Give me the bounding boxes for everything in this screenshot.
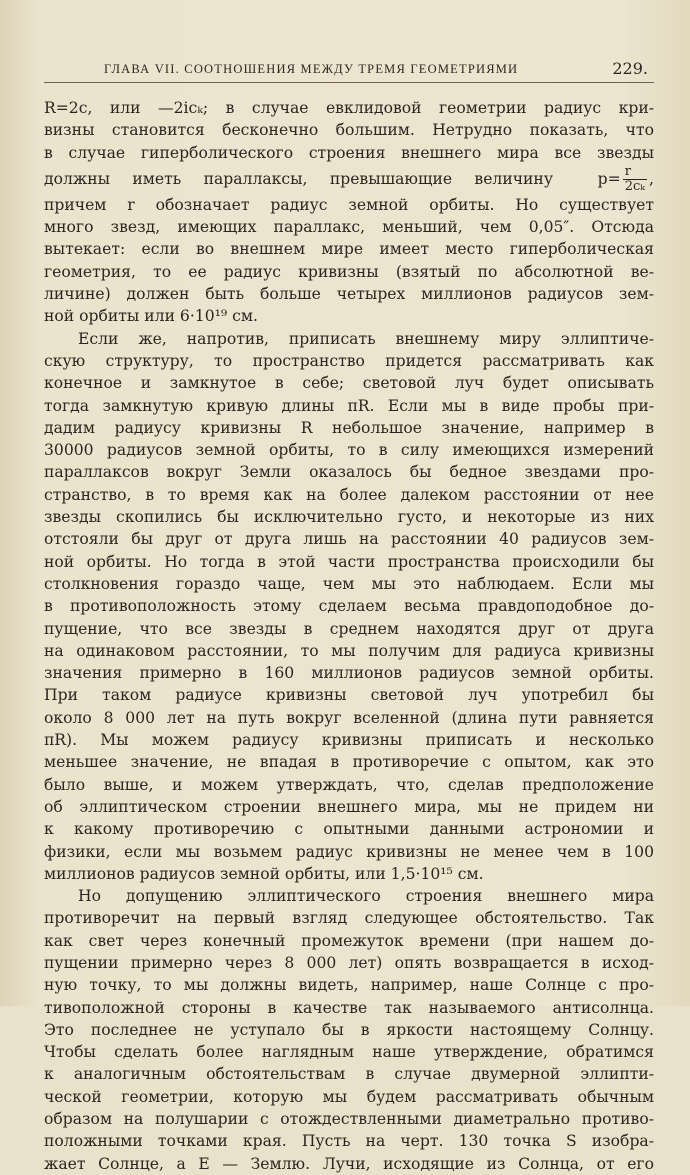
text-line: визны становится бесконечно большим. Нетрудно показать, что xyxy=(44,121,654,140)
text-line: меньшее значение, не впадая в противоречие с опытом, как это xyxy=(44,753,654,772)
text-line: противоречит на первый взгляд следующее обстоятельство. Так xyxy=(44,909,654,928)
text-line: столкновения гораздо чаще, чем мы это наблюдаем. Если мы xyxy=(44,574,654,593)
text-line: к какому противоречию с опытными данными астрономии и xyxy=(44,820,654,839)
text-line: странство, в то время как на более далеком расстоянии от нее xyxy=(44,485,654,504)
text-line: геометрия, то ее радиус кривизны (взятый по абсолютной ве- xyxy=(44,262,654,281)
text-line: на одинаковом расстоянии, то мы получим для радиуса кривизны xyxy=(44,641,654,660)
text-line: ной орбиты или 6·10¹⁹ см. xyxy=(44,307,258,326)
text-line: около 8 000 лет на путь вокруг вселенной (длина пути равняется xyxy=(44,708,654,727)
text-line: ную точку, то мы должны видеть, например, наше Солнце с про- xyxy=(44,976,654,995)
text-line: положными точками края. Пусть на черт. 130 точка S изобра- xyxy=(44,1132,654,1151)
text-line: много звезд, имеющих параллакс, меньший, чем 0,05″. Отсюда xyxy=(44,218,654,237)
text-line: Чтобы сделать более наглядным наше утверждение, обратимся xyxy=(44,1043,654,1062)
formula-denominator: 2cₖ xyxy=(624,179,646,195)
text-line: При таком радиусе кривизны световой луч употребил бы xyxy=(44,686,654,705)
formula-line xyxy=(44,164,654,194)
text-line: об эллиптическом строении внешнего мира, мы не придем ни xyxy=(44,797,654,816)
text-line: к аналогичным обстоятельствам в случае двумерной эллипти- xyxy=(44,1065,654,1084)
formula-trail: , xyxy=(649,169,654,188)
text-line: Если же, напротив, приписать внешнему миру эллиптиче- xyxy=(78,329,654,348)
text-line: Но допущению эллиптического строения внешнего мира xyxy=(78,887,654,906)
text-line: параллаксов вокруг Земли оказалось бы бедное звездами про- xyxy=(44,463,654,482)
text-line: тивоположной стороны в качестве так называемого антисолнца. xyxy=(44,998,654,1017)
text-line: пущении примерно через 8 000 лет) опять возвращается в исход- xyxy=(44,953,654,972)
text-line: как свет через конечный промежуток времени (при нашем до- xyxy=(44,931,654,950)
text-line: отстояли бы друг от друга лишь на расстоянии 40 радиусов зем- xyxy=(44,530,654,549)
text-line: пущение, что все звезды в среднем находятся друг от друга xyxy=(44,619,654,638)
running-head: ГЛАВА VII. СООТНОШЕНИЯ МЕЖДУ ТРЕМЯ ГЕОМЕТРИЯМИ xyxy=(104,62,519,76)
text-line: R=2c, или —2icₖ; в случае евклидовой геометрии радиус кри- xyxy=(44,99,654,117)
text-line: скую структуру, то пространство придется рассматривать как xyxy=(44,351,654,370)
text-line: тогда замкнутую кривую длины πR. Если мы в виде пробы при- xyxy=(44,396,654,415)
text-line: жает Солнце, а E — Землю. Лучи, исходящие из Солнца, от его xyxy=(44,1154,654,1173)
text-line: в случае гиперболического строения внешнего мира все звезды xyxy=(44,143,654,162)
formula-lhs: p= xyxy=(597,169,621,188)
text-line: миллионов радиусов земной орбиты, или 1,5·10¹⁵ см. xyxy=(44,864,484,883)
text-line: звезды скопились бы исключительно густо, и некоторые из них xyxy=(44,508,654,527)
formula-fraction xyxy=(623,165,647,194)
text-line: причем r обозначает радиус земной орбиты. Но существует xyxy=(44,195,654,214)
text-line: вытекает: если во внешнем мире имеет место гиперболическая xyxy=(44,240,654,259)
text-line: ной орбиты. Но тогда в этой части пространства происходили бы xyxy=(44,552,654,571)
text-line: πR). Мы можем радиусу кривизны приписать и несколько xyxy=(44,731,654,750)
text-line: Это последнее не уступало бы в яркости настоящему Солнцу. xyxy=(44,1020,654,1039)
text-line: в противоположность этому сделаем весьма правдоподобное до- xyxy=(44,597,654,616)
text-line: было выше, и можем утверждать, что, сделав предположение xyxy=(44,775,654,794)
text-line: 30000 радиусов земной орбиты, то в силу имеющихся измерений xyxy=(44,441,654,460)
page-header xyxy=(44,58,654,83)
text-line: дадим радиусу кривизны R небольшое значение, например в xyxy=(44,418,654,437)
text-line: ческой геометрии, которую мы будем рассматривать обычным xyxy=(44,1087,654,1106)
text-line: образом на полушарии с отождествленными диаметрально противо- xyxy=(44,1110,654,1129)
text-line: должны иметь параллаксы, превышающие величину xyxy=(44,169,554,188)
body-text xyxy=(44,97,654,1175)
page-number: 229. xyxy=(612,59,648,78)
text-line: значения примерно в 160 миллионов радиусов земной орбиты. xyxy=(44,664,654,683)
formula-numerator: r xyxy=(623,165,647,180)
text-line: конечное и замкнутое в себе; световой луч будет описывать xyxy=(44,374,654,393)
text-line: личине) должен быть больше четырех миллионов радиусов зем- xyxy=(44,285,654,304)
text-line: физики, если мы возьмем радиус кривизны не менее чем в 100 xyxy=(44,842,654,861)
